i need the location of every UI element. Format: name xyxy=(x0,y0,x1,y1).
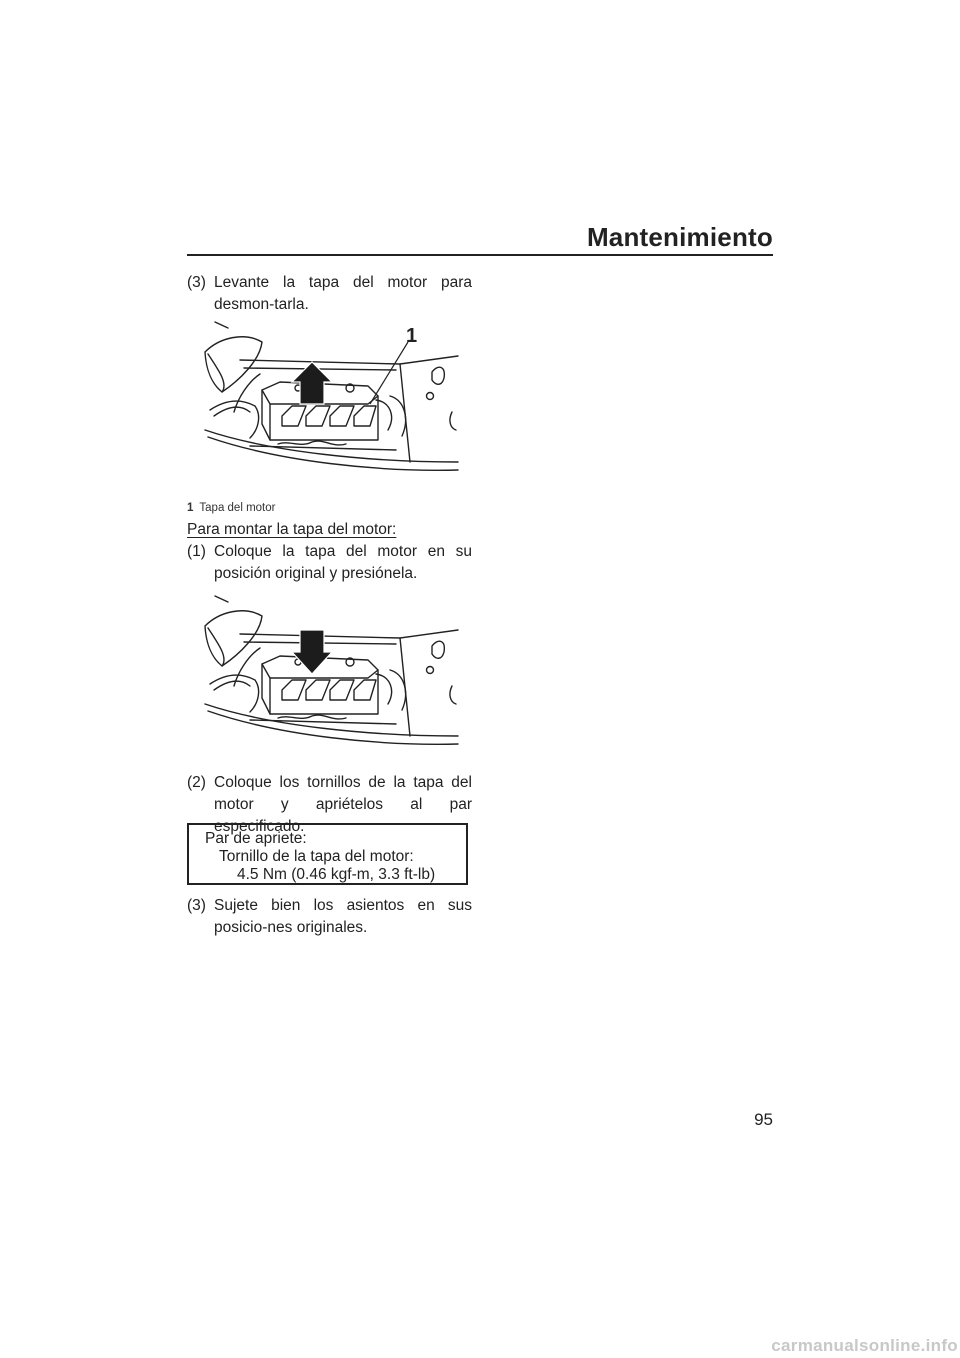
step-install-3 xyxy=(187,895,472,939)
step-remove-3 xyxy=(187,272,472,316)
page-title: Mantenimiento xyxy=(586,222,773,252)
caption-number: 1 xyxy=(187,502,194,514)
figure-callout: 1 xyxy=(406,325,418,347)
step-text: Levante la tapa del motor para desmon-tarla. xyxy=(214,274,472,313)
step-number: (3) xyxy=(187,897,206,914)
torque-spec-box xyxy=(187,823,468,885)
page-number: 95 xyxy=(754,1110,773,1129)
step-text: Coloque la tapa del motor en su posición original y presiónela. xyxy=(214,543,472,582)
watermark: carmanualsonline.info xyxy=(771,1336,958,1355)
figure-caption xyxy=(187,500,472,516)
section-heading: Para montar la tapa del motor: xyxy=(187,521,397,538)
step-number: (3) xyxy=(187,274,206,291)
engine-cover-installation-illustration xyxy=(200,586,462,746)
spec-label: Par de apriete: xyxy=(205,830,307,847)
caption-text: Tapa del motor xyxy=(199,502,276,514)
install-section xyxy=(187,519,472,585)
step-text: Sujete bien los asientos en sus posicio-nes originales. xyxy=(214,897,472,936)
step-number: (1) xyxy=(187,543,206,560)
header-rule xyxy=(187,254,773,256)
engine-cover-removal-illustration xyxy=(200,312,462,472)
spec-item: Tornillo de la tapa del motor: xyxy=(219,848,414,865)
step-text: Coloque los tornillos de la tapa del motor y apriételos al par especificado. xyxy=(214,774,472,835)
spec-value: 4.5 Nm (0.46 kgf-m, 3.3 ft-lb) xyxy=(237,866,436,883)
step-number: (2) xyxy=(187,774,206,791)
